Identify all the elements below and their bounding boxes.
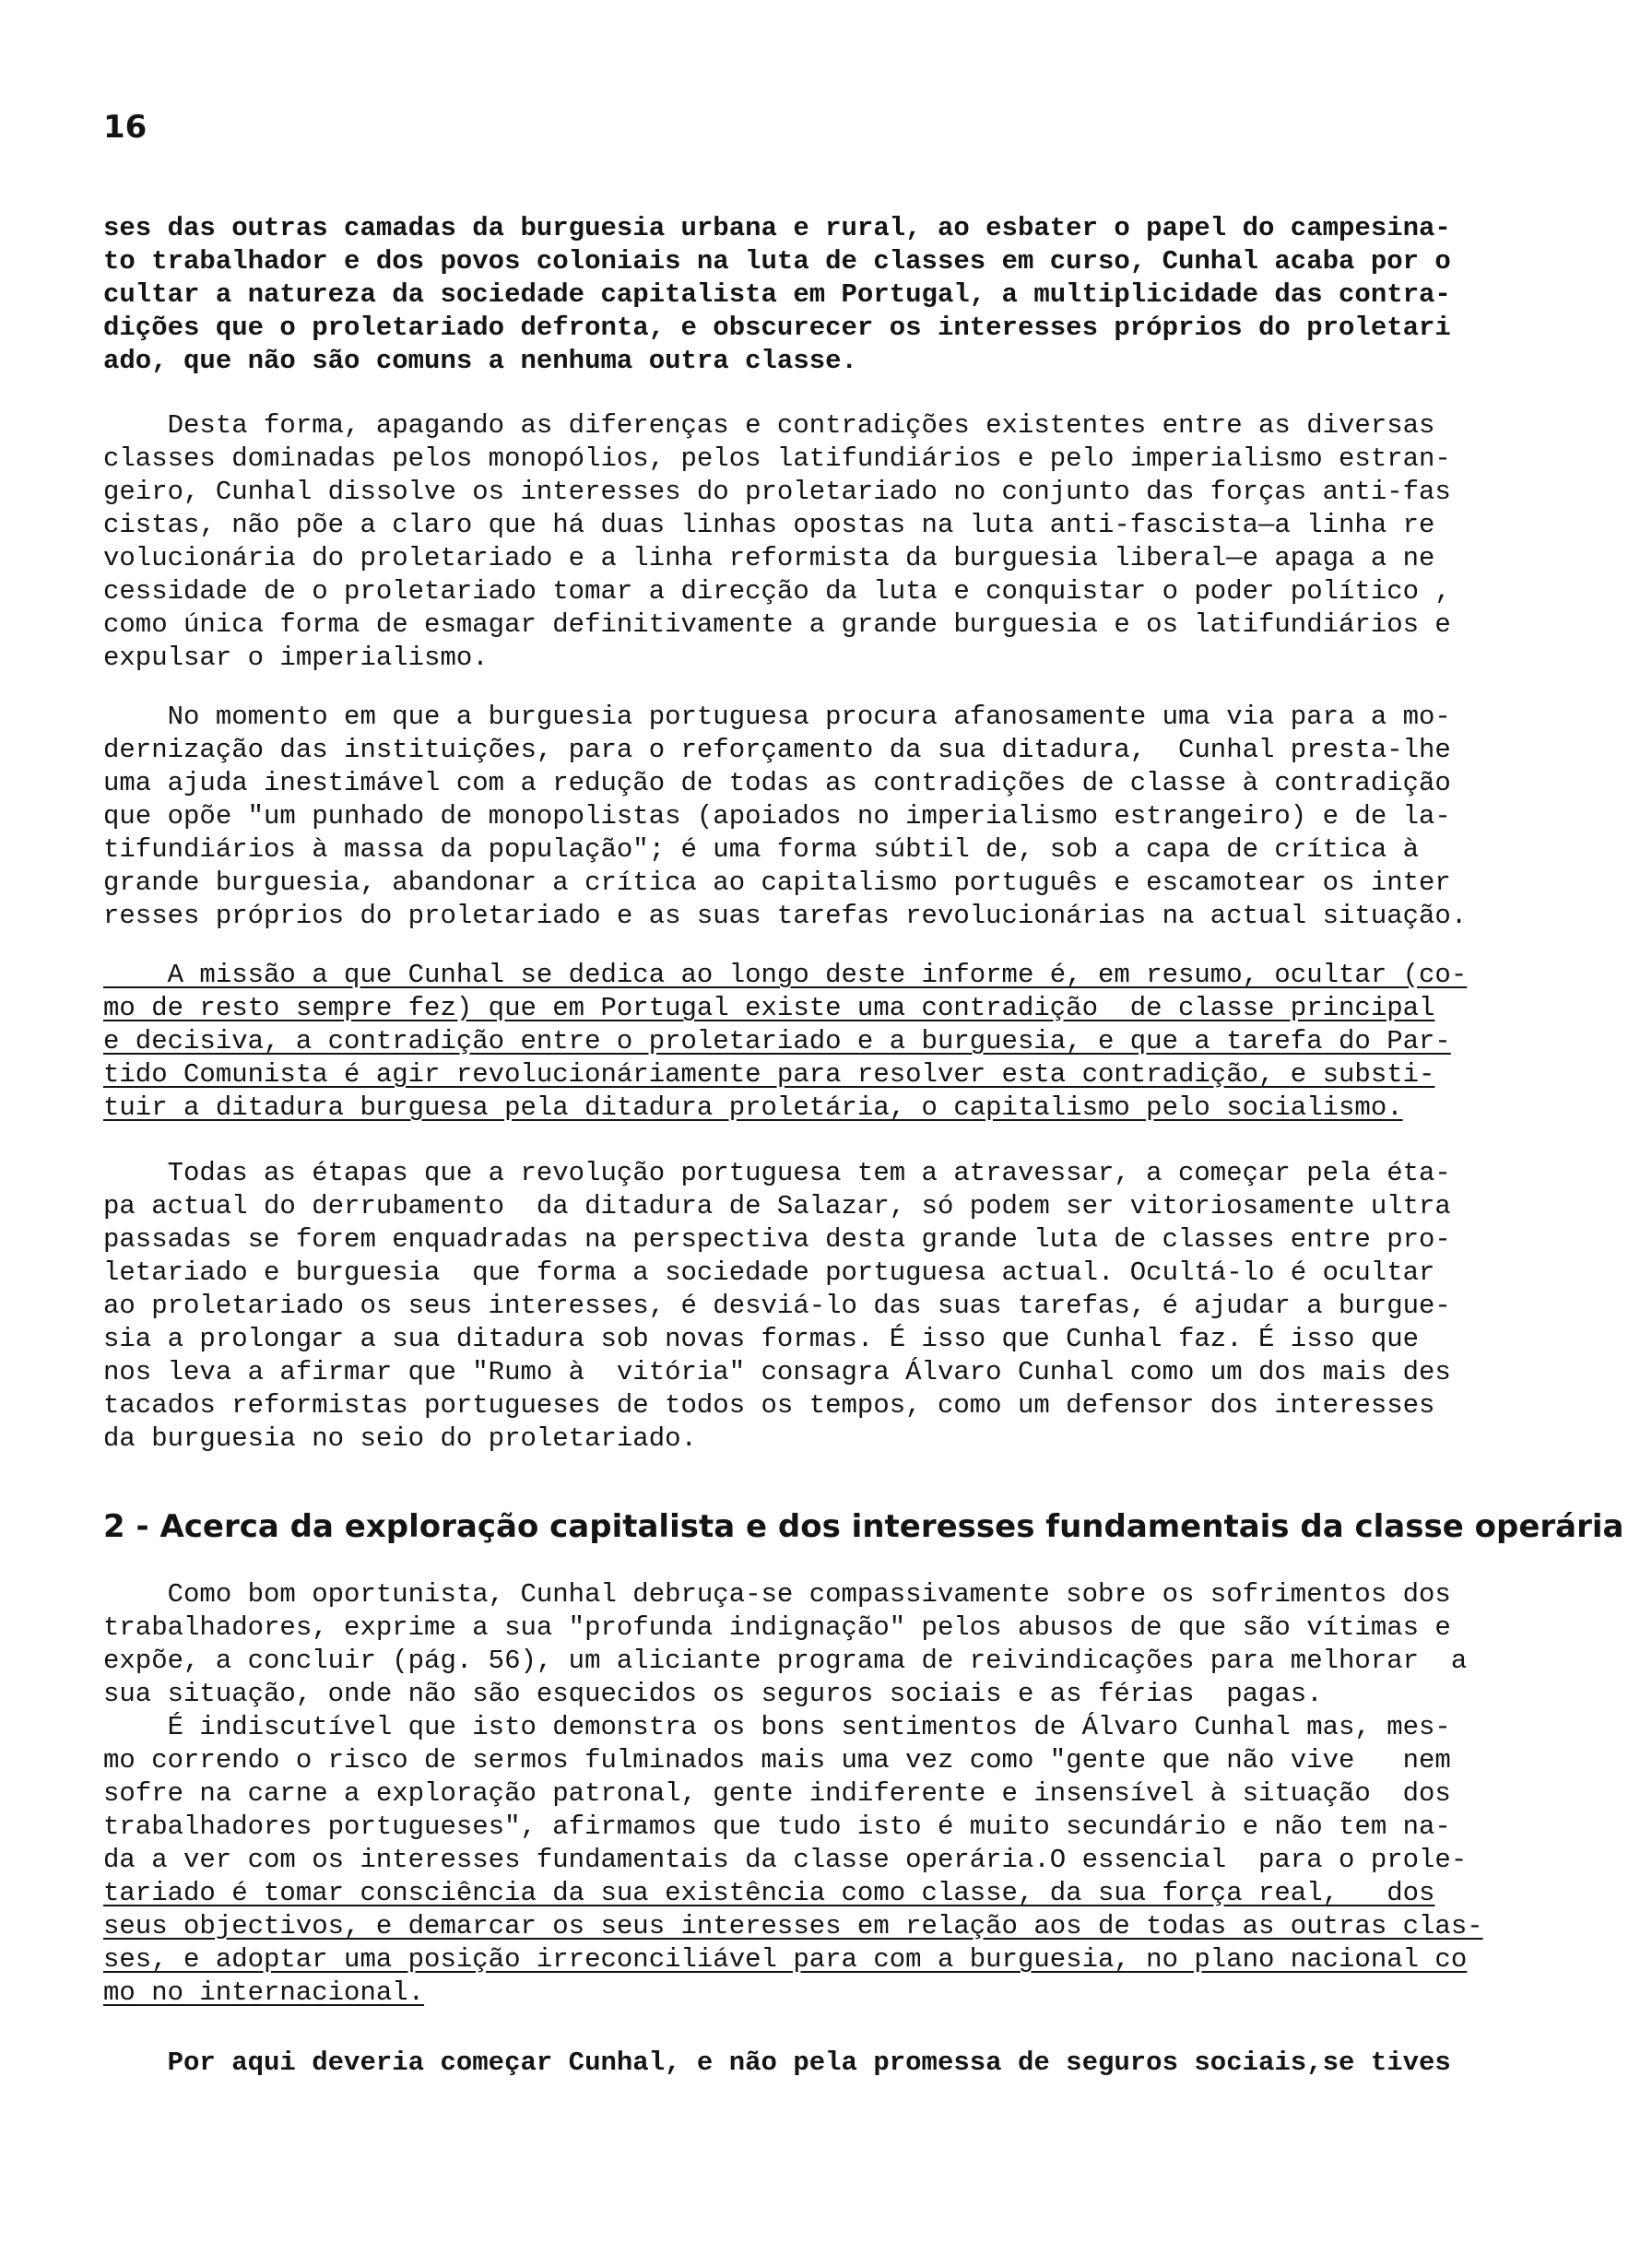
text-line: dições que o proletariado defronta, e obscurecer os interesses próprios do proletari [103,313,1451,343]
text-line: mo correndo o risco de sermos fulminados mais uma vez como "gente que não vive nem [103,1745,1451,1776]
text-line: letariado e burguesia que forma a sociedade portuguesa actual. Ocultá-lo é ocultar [103,1257,1435,1288]
text-line: trabalhadores portugueses", afirmamos que tudo isto é muito secundário e não tem na- [103,1811,1451,1842]
paragraph-2 [103,409,1486,675]
text-line: trabalhadores, exprime a sua "profunda indignação" pelos abusos de que são vítimas e [103,1612,1451,1643]
text-line: classes dominadas pelos monopólios, pelos latifundiários e pelo imperialismo estran- [103,443,1451,474]
text-line: mo de resto sempre fez) que em Portugal existe uma contradição de classe principal [103,993,1435,1023]
text-line: tariado é tomar consciência da sua existência como classe, da sua força real, dos [103,1878,1435,1908]
text-line: grande burguesia, abandonar a crítica ao capitalismo português e escamotear os inter [103,867,1451,898]
text-line: No momento em que a burguesia portuguesa procura afanosamente uma via para a mo- [103,702,1451,732]
text-line: uma ajuda inestimável com a redução de todas as contradições de classe à contradição [103,768,1451,798]
text-line: cistas, não põe a claro que há duas linhas opostas na luta anti-fascista—a linha re [103,510,1435,540]
text-line: que opõe "um punhado de monopolistas (apoiados no imperialismo estrangeiro) e de la- [103,801,1451,832]
text-line: cultar a natureza da sociedade capitalista em Portugal, a multiplicidade das contra- [103,279,1451,310]
text-line: mo no internacional. [103,1977,425,2008]
text-line: sia a prolongar a sua ditadura sob novas formas. É isso que Cunhal faz. É isso que [103,1324,1420,1354]
text-line: seus objectivos, e demarcar os seus interesses em relação aos de todas as outras clas- [103,1911,1483,1941]
text-line: A missão a que Cunhal se dedica ao longo deste informe é, em resumo, ocultar (co- [103,960,1468,990]
text-line: ado, que não são comuns a nenhuma outra classe. [103,346,857,376]
text-line: Desta forma, apagando as diferenças e contradições existentes entre as diversas [103,410,1435,441]
text-line: tido Comunista é agir revolucionáriamente para resolver esta contradição, e substi- [103,1059,1435,1090]
text-line: Como bom oportunista, Cunhal debruça-se compassivamente sobre os sofrimentos dos [103,1579,1451,1610]
text-line: É indiscutível que isto demonstra os bons sentimentos de Álvaro Cunhal mas, mes- [103,1712,1451,1742]
text-line: cessidade de o proletariado tomar a direcção da luta e conquistar o poder político , [103,576,1451,607]
text-line: Por aqui deveria começar Cunhal, e não pela promessa de seguros sociais,se tives [103,2047,1451,2078]
text-line: da a ver com os interesses fundamentais da classe operária.O essencial para o prole- [103,1845,1468,1875]
text-line: da burguesia no seio do proletariado. [103,1423,697,1454]
text-line: ao proletariado os seus interesses, é desviá-lo das suas tarefas, é ajudar a burgue- [103,1291,1451,1321]
text-line: geiro, Cunhal dissolve os interesses do proletariado no conjunto das forças anti-fas [103,477,1451,507]
text-line: sofre na carne a exploração patronal, gente indiferente e insensível à situação dos [103,1778,1451,1809]
paragraph-3 [103,701,1486,933]
paragraph-1 [103,212,1486,378]
paragraph-6 [103,1578,1486,2010]
text-line: dernização das instituições, para o reforçamento da sua ditadura, Cunhal presta-lhe [103,735,1451,765]
text-line: ses, e adoptar uma posição irreconciliável para com a burguesia, no plano nacional co [103,1944,1468,1975]
paragraph-7 [103,2047,1486,2080]
text-line: tifundiários à massa da população"; é uma forma súbtil de, sob a capa de crítica à [103,834,1420,865]
text-line: tacados reformistas portugueses de todos os tempos, como um defensor dos interesses [103,1390,1435,1421]
text-line: passadas se forem enquadradas na perspectiva desta grande luta de classes entre pro- [103,1224,1451,1255]
text-line: nos leva a afirmar que "Rumo à vitória" consagra Álvaro Cunhal como um dos mais des [103,1357,1451,1387]
paragraph-5 [103,1157,1486,1456]
text-line: volucionária do proletariado e a linha reformista da burguesia liberal—e apaga a ne [103,543,1435,573]
section-heading: 2 - Acerca da exploração capitalista e dos interesses fundamentais da classe operária [103,1508,1624,1545]
text-line: expõe, a concluir (pág. 56), um aliciante programa de reivindicações para melhorar a [103,1646,1468,1676]
text-line: expulsar o imperialismo. [103,643,489,673]
text-line: tuir a ditadura burguesa pela ditadura proletária, o capitalismo pelo socialismo. [103,1092,1403,1123]
text-line: resses próprios do proletariado e as suas tarefas revolucionárias na actual situação. [103,901,1468,931]
paragraph-4-underlined [103,959,1486,1125]
text-line: Todas as étapas que a revolução portuguesa tem a atravessar, a começar pela éta- [103,1158,1451,1188]
text-line: to trabalhador e dos povos coloniais na luta de classes em curso, Cunhal acaba por o [103,246,1451,277]
text-line: pa actual do derrubamento da ditadura de Salazar, só podem ser vitoriosamente ultra [103,1191,1451,1221]
page-number: 16 [103,109,148,146]
text-line: como única forma de esmagar definitivamente a grande burguesia e os latifundiários e [103,609,1451,640]
text-line: ses das outras camadas da burguesia urbana e rural, ao esbater o papel do campesina- [103,213,1451,243]
text-line: sua situação, onde não são esquecidos os seguros sociais e as férias pagas. [103,1679,1323,1709]
text-line: e decisiva, a contradição entre o proletariado e a burguesia, e que a tarefa do Par- [103,1026,1451,1056]
